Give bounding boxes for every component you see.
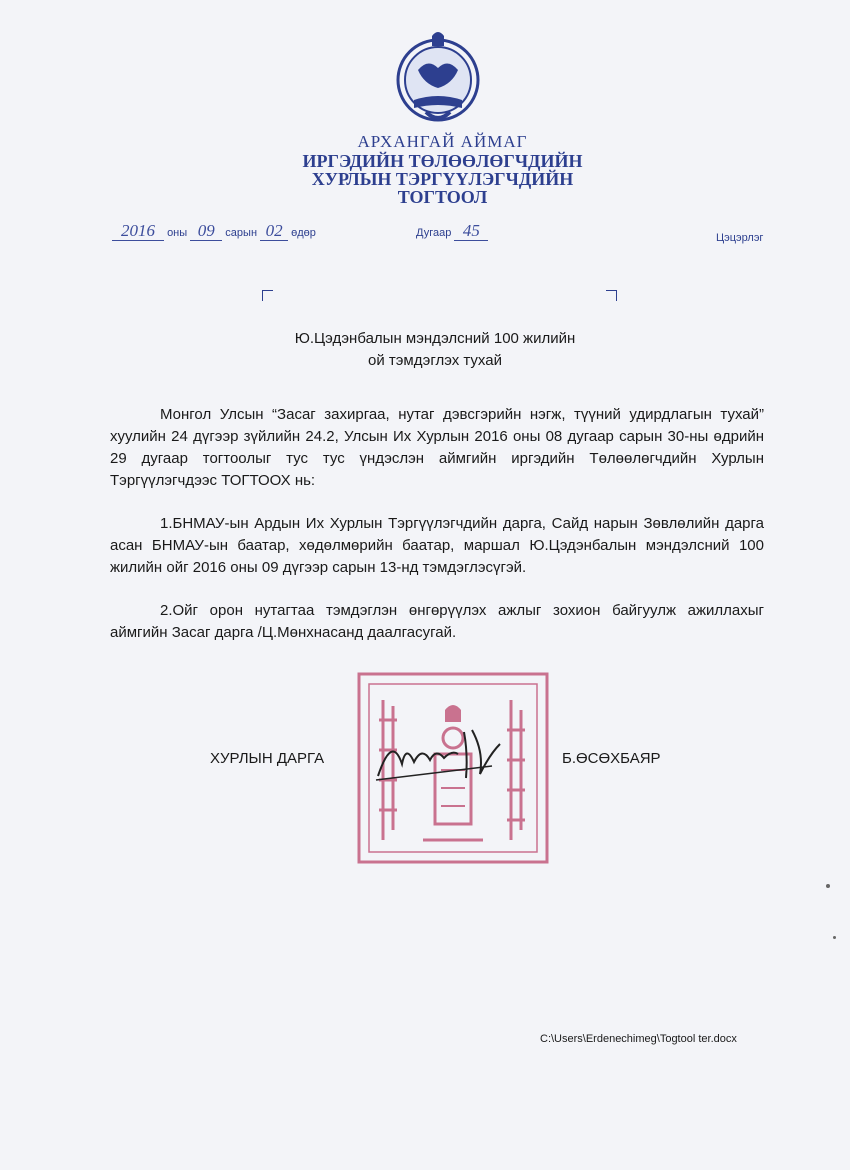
- document-title: [0, 328, 850, 372]
- header-province: АРХАНГАЙ АЙМАГ: [357, 132, 528, 151]
- date-year-label: оны: [167, 227, 188, 239]
- header-resolution: ТОГТООЛ: [397, 187, 488, 207]
- file-path: C:\Users\Erdenechimeg\Togtool ter.docx: [540, 1033, 737, 1045]
- paragraph-item-1: 1.БНМАУ-ын Ардын Их Хурлын Тэргүүлэгчдийн дарга, Сайд нарын Зөвлөлийн дарга асан БНМАУ-ын баатар, хөдөлмөрийн баатар, маршал Ю.Цэдэнбалын мэндэлсний 100 жилийн ойг 2016 оны 09 дүгээр сарын 13-нд тэмдэглэсүгэй.: [110, 515, 764, 576]
- state-emblem-icon: [392, 28, 484, 128]
- date-field: [112, 222, 316, 241]
- date-day: 02: [260, 222, 288, 241]
- number-label: Дугаар: [416, 227, 452, 239]
- document-header: [0, 132, 850, 206]
- header-presidium: ХУРЛЫН ТЭРГҮҮЛЭГЧДИЙН: [311, 169, 574, 189]
- title-line-1: Ю.Цэдэнбалын мэндэлсний 100 жилийн: [294, 330, 576, 347]
- scan-speck: [826, 884, 830, 888]
- title-line-2: ой тэмдэглэх тухай: [368, 352, 502, 369]
- date-day-label: өдөр: [291, 227, 316, 239]
- right-corner-mark: [606, 290, 617, 301]
- paragraph-item-2: 2.Ойг орон нутагтаа тэмдэглэн өнгөрүүлэх ажлыг зохион байгуулж ажиллахыг аймгийн Засаг дарга /Ц.Мөнхнасанд даалгасугай.: [110, 602, 764, 641]
- paragraph-preamble: Монгол Улсын “Засаг захиргаа, нутаг дэвсгэрийн нэгж, түүний удирдлагын тухай” хуулийн 24 дүгээр зүйлийн 24.2, Улсын Их Хурлын 2016 оны 08 дугаар сарын 30-ны өдрийн 29 дугаар тогтоолыг тус тус үндэслэн аймгийн иргэдийн Төлөөлөгчдийн Хурлын Тэргүүлэгчдээс ТОГТООХ нь:: [110, 406, 764, 489]
- scan-speck: [833, 936, 836, 939]
- signatory-role: ХУРЛЫН ДАРГА: [210, 750, 325, 767]
- number-value: 45: [454, 222, 488, 241]
- header-council: ИРГЭДИЙН ТӨЛӨӨЛӨГЧДИЙН: [302, 151, 583, 171]
- date-month-label: сарын: [225, 227, 258, 239]
- number-field: [416, 222, 488, 241]
- place-label: Цэцэрлэг: [716, 232, 764, 244]
- left-corner-mark: [262, 290, 273, 301]
- signatory-name: Б.ӨСӨХБАЯР: [562, 750, 661, 767]
- date-month: 09: [190, 222, 222, 241]
- date-year: 2016: [112, 222, 164, 241]
- handwritten-signature-icon: [372, 724, 522, 784]
- document-body: [110, 404, 764, 665]
